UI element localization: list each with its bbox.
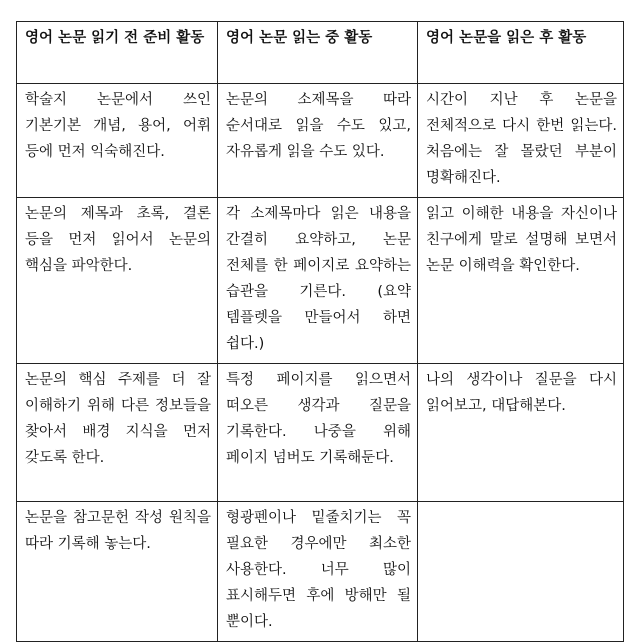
table-cell: 특정 페이지를 읽으면서 떠오른 생각과 질문을 기록한다. 나중을 위해 페이지 넘버도 기록해둔다. <box>218 364 418 502</box>
table-cell: 시간이 지난 후 논문을 전체적으로 다시 한번 읽는다. 처음에는 잘 몰랐던 부분이 명확해진다. <box>418 84 624 198</box>
table-row <box>17 502 624 642</box>
reading-activities-table <box>16 21 624 642</box>
header-during-reading: 영어 논문 읽는 중 활동 <box>218 22 418 84</box>
table-row <box>17 84 624 198</box>
table-cell: 논문의 제목과 초록, 결론 등을 먼저 읽어서 논문의 핵심을 파악한다. <box>17 198 218 364</box>
table-row <box>17 198 624 364</box>
table-row <box>17 364 624 502</box>
header-after-reading: 영어 논문을 읽은 후 활동 <box>418 22 624 84</box>
header-row <box>17 22 624 84</box>
table-cell: 논문의 소제목을 따라 순서대로 읽을 수도 있고, 자유롭게 읽을 수도 있다. <box>218 84 418 198</box>
table-cell: 각 소제목마다 읽은 내용을 간결히 요약하고, 논문 전체를 한 페이지로 요약하는 습관을 기른다. (요약 템플렛을 만들어서 하면 쉽다.) <box>218 198 418 364</box>
table-cell: 나의 생각이나 질문을 다시 읽어보고, 대답해본다. <box>418 364 624 502</box>
table-cell <box>418 502 624 642</box>
table-cell: 논문의 핵심 주제를 더 잘 이해하기 위해 다른 정보들을 찾아서 배경 지식을 먼저 갖도록 한다. <box>17 364 218 502</box>
table-cell: 논문을 참고문헌 작성 원칙을 따라 기록해 놓는다. <box>17 502 218 642</box>
table-cell: 학술지 논문에서 쓰인 기본기본 개념, 용어, 어휘 등에 먼저 익숙해진다. <box>17 84 218 198</box>
header-before-reading: 영어 논문 읽기 전 준비 활동 <box>17 22 218 84</box>
table-cell: 형광펜이나 밑줄치기는 꼭 필요한 경우에만 최소한 사용한다. 너무 많이 표시해두면 후에 방해만 될 뿐이다. <box>218 502 418 642</box>
table-cell: 읽고 이해한 내용을 자신이나 친구에게 말로 설명해 보면서 논문 이해력을 확인한다. <box>418 198 624 364</box>
